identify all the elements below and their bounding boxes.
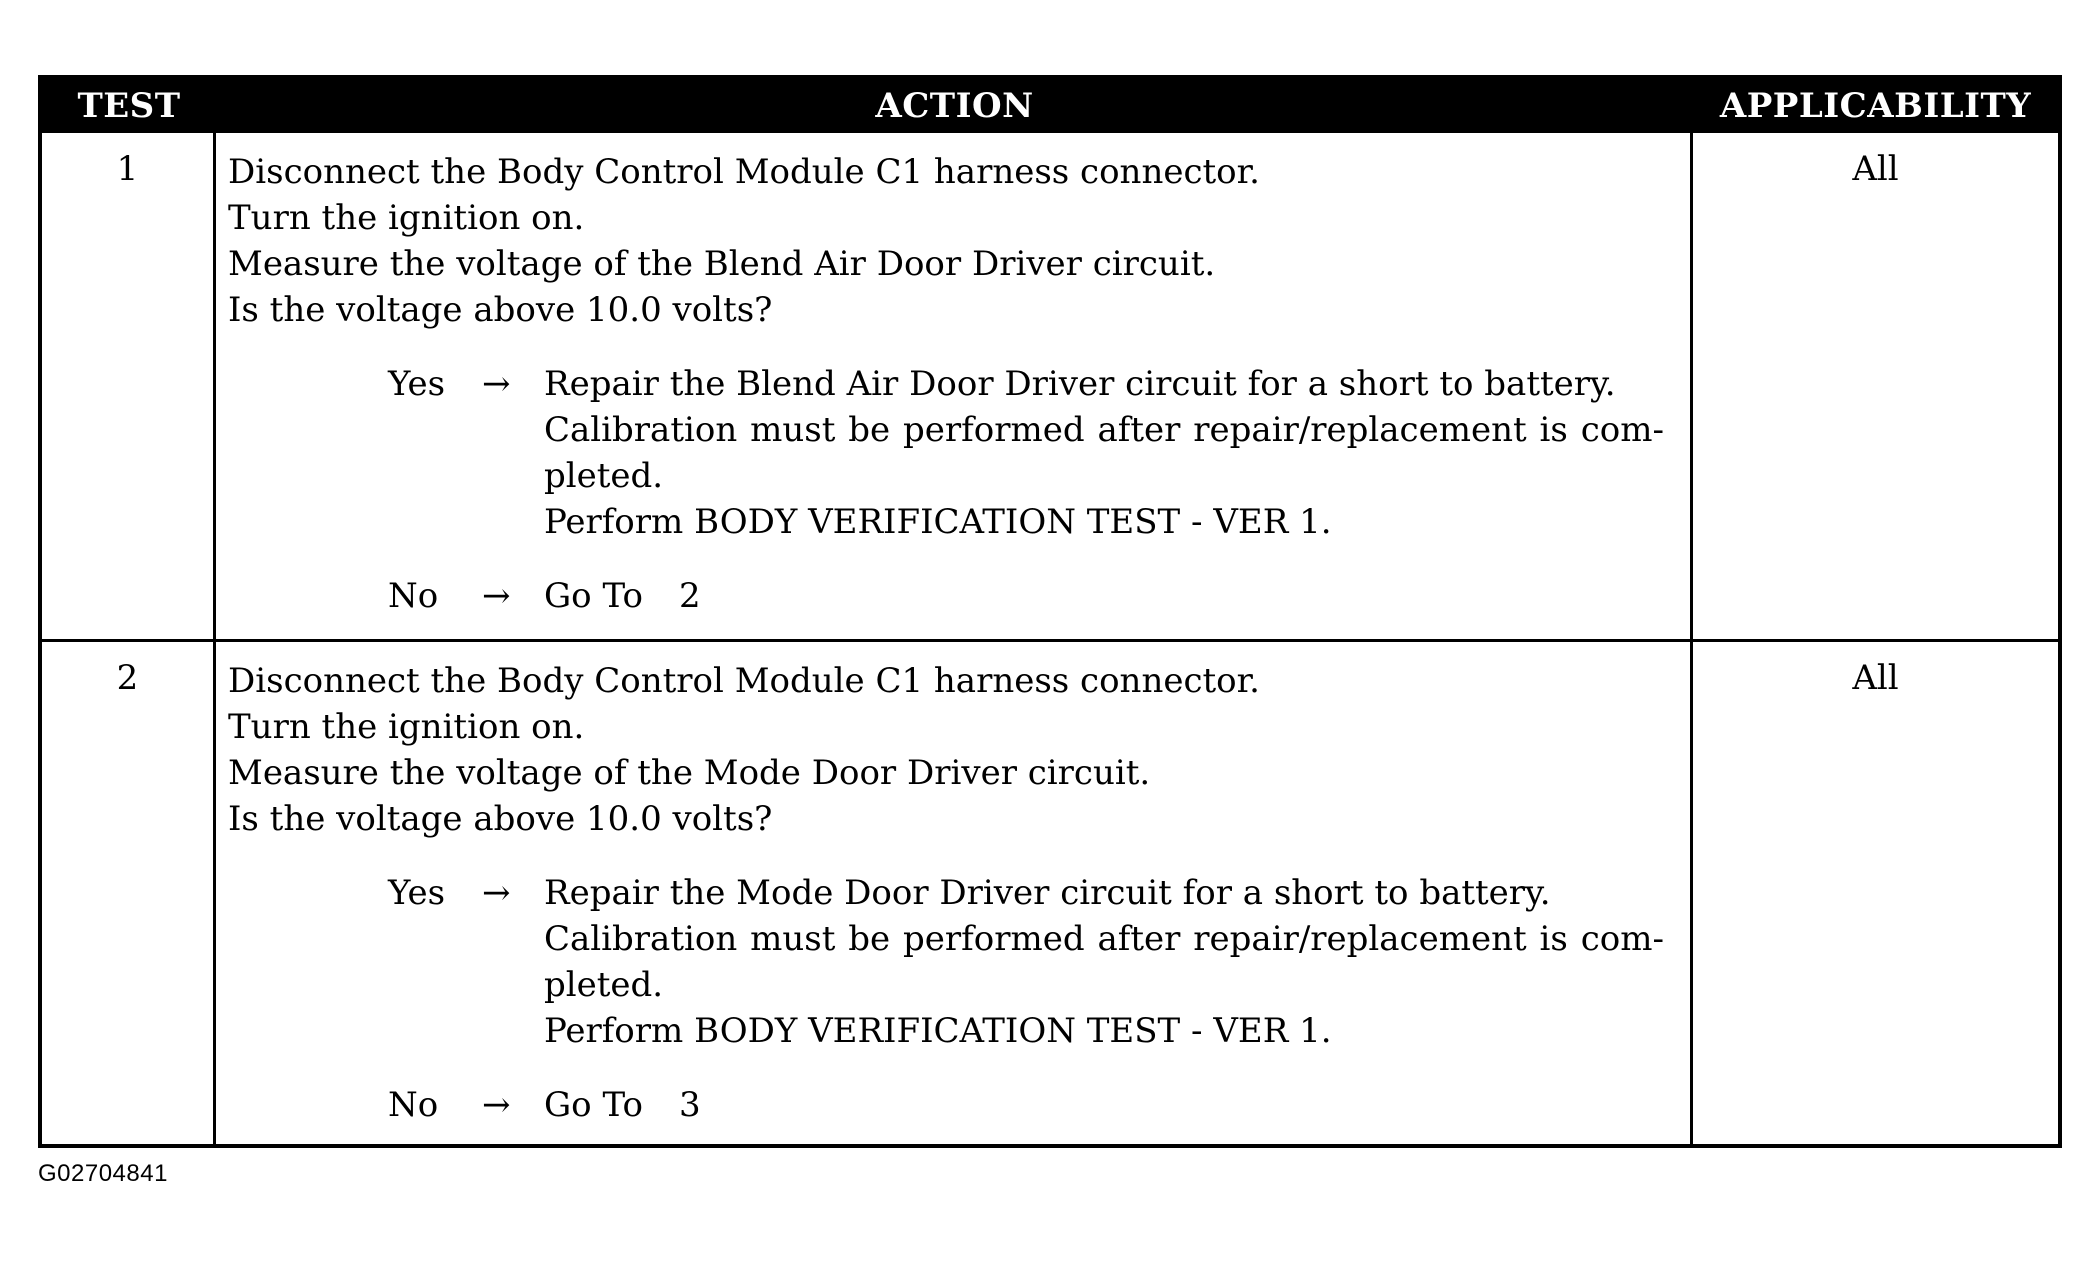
action-cell: [216, 133, 1693, 639]
arrow-icon: →: [482, 364, 511, 404]
test-number: 2: [42, 642, 216, 1144]
arrow-icon: →: [482, 1085, 511, 1125]
applicability-value: All: [1852, 149, 1899, 189]
table-row: [42, 133, 2058, 639]
goto-text: Go To: [544, 576, 643, 616]
yes-action-line: Repair the Blend Air Door Driver circuit for a short to battery.: [544, 364, 1616, 404]
arrow-icon: →: [482, 576, 511, 616]
yes-outcome: [388, 361, 1690, 545]
instruction-line: Disconnect the Body Control Module C1 harness connector.: [228, 152, 1260, 192]
diagnostic-test-table: [38, 75, 2062, 1148]
table-header: [42, 79, 2058, 133]
yes-action: [544, 361, 1664, 545]
no-outcome: [388, 573, 1690, 619]
goto-number: 3: [678, 1085, 701, 1125]
goto-number: 2: [678, 576, 701, 616]
instruction-line: Turn the ignition on.: [228, 707, 585, 747]
yes-action-line: pleted.: [544, 965, 664, 1005]
yes-action-line: Calibration must be performed after repair/replacement is com-: [544, 410, 1664, 450]
header-applicability: APPLICABILITY: [1719, 86, 2032, 126]
instruction-line: Measure the voltage of the Mode Door Driver circuit.: [228, 753, 1151, 793]
action-cell: [216, 642, 1693, 1144]
yes-label: Yes: [388, 364, 446, 404]
instruction-line: Measure the voltage of the Blend Air Door Driver circuit.: [228, 244, 1216, 284]
instruction-question: Is the voltage above 10.0 volts?: [228, 290, 773, 330]
yes-action-line: Repair the Mode Door Driver circuit for a short to battery.: [544, 873, 1551, 913]
arrow-icon: →: [482, 873, 511, 913]
yes-action-line: Perform BODY VERIFICATION TEST - VER 1.: [544, 1011, 1332, 1051]
test-number: 1: [42, 133, 216, 639]
instruction-line: Disconnect the Body Control Module C1 harness connector.: [228, 661, 1260, 701]
goto-text: Go To: [544, 1085, 643, 1125]
header-action: ACTION: [875, 86, 1034, 126]
table-row: [42, 639, 2058, 1144]
no-outcome: [388, 1082, 1690, 1128]
figure-id: G02704841: [38, 1160, 168, 1187]
no-label: No: [388, 1085, 439, 1125]
no-action: [544, 573, 1664, 619]
yes-label: Yes: [388, 873, 446, 913]
yes-action-line: Perform BODY VERIFICATION TEST - VER 1.: [544, 502, 1332, 542]
instruction-question: Is the voltage above 10.0 volts?: [228, 799, 773, 839]
yes-action-line: pleted.: [544, 456, 664, 496]
no-label: No: [388, 576, 439, 616]
no-action: [544, 1082, 1664, 1128]
header-test: TEST: [77, 86, 181, 126]
instruction-line: Turn the ignition on.: [228, 198, 585, 238]
yes-action-line: Calibration must be performed after repair/replacement is com-: [544, 919, 1664, 959]
yes-outcome: [388, 870, 1690, 1054]
applicability-value: All: [1852, 658, 1899, 698]
yes-action: [544, 870, 1664, 1054]
